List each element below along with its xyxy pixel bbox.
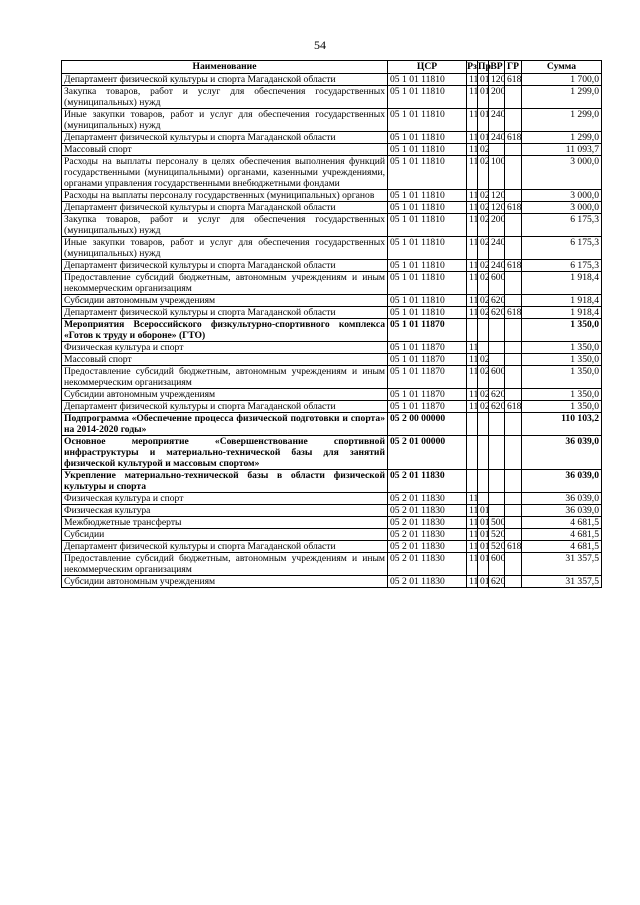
table-row [62,132,602,144]
row-gr [505,144,522,156]
row-sum: 1 918,4 [522,272,602,295]
header-name: Наименование [62,61,388,74]
row-gr: 618 [505,541,522,553]
table-row [62,541,602,553]
row-name: Департамент физической культуры и спорта Магаданской области [62,260,388,272]
row-gr [505,156,522,190]
row-csr: 05 2 00 00000 [388,413,467,436]
row-sum: 6 175,3 [522,214,602,237]
row-name: Иные закупки товаров, работ и услуг для обеспечения государственных (муниципальных) нужд [62,109,388,132]
row-rz: 11 [467,517,478,529]
row-gr [505,517,522,529]
row-gr: 618 [505,74,522,86]
row-csr: 05 1 01 11870 [388,354,467,366]
row-gr [505,319,522,342]
table-row [62,493,602,505]
row-pr: 01 [478,541,489,553]
row-pr: 01 [478,109,489,132]
row-pr: 02 [478,307,489,319]
row-rz: 11 [467,541,478,553]
row-vr [489,144,505,156]
header-sum: Сумма [522,61,602,74]
row-vr: 600 [489,272,505,295]
table-header-row [62,61,602,74]
row-pr: 02 [478,156,489,190]
row-rz: 11 [467,389,478,401]
row-name: Департамент физической культуры и спорта Магаданской области [62,541,388,553]
row-csr: 05 1 01 11810 [388,190,467,202]
row-sum: 1 350,0 [522,342,602,354]
header-gr: ГР [505,61,522,74]
row-gr [505,237,522,260]
row-gr: 618 [505,307,522,319]
table-row [62,86,602,109]
row-rz: 11 [467,109,478,132]
row-sum: 1 350,0 [522,401,602,413]
row-rz [467,413,478,436]
table-row [62,319,602,342]
row-pr: 02 [478,366,489,389]
table-row [62,517,602,529]
row-gr [505,529,522,541]
page-number: 54 [314,38,326,52]
row-name: Департамент физической культуры и спорта Магаданской области [62,132,388,144]
row-pr [478,493,489,505]
row-rz: 11 [467,354,478,366]
row-vr: 200 [489,86,505,109]
row-csr: 05 2 01 11830 [388,505,467,517]
row-rz [467,436,478,470]
row-pr: 01 [478,74,489,86]
row-pr: 01 [478,553,489,576]
row-csr: 05 1 01 11810 [388,272,467,295]
row-pr: 02 [478,214,489,237]
row-pr [478,342,489,354]
row-sum: 31 357,5 [522,576,602,588]
row-vr: 240 [489,237,505,260]
row-vr [489,354,505,366]
row-name: Расходы на выплаты персоналу государственных (муниципальных) органов [62,190,388,202]
row-vr: 200 [489,214,505,237]
table-row [62,156,602,190]
table-row [62,109,602,132]
row-pr [478,470,489,493]
row-name: Предоставление субсидий бюджетным, автономным учреждениям и иным некоммерческим организациям [62,366,388,389]
row-pr [478,319,489,342]
row-csr: 05 1 01 11810 [388,237,467,260]
row-pr: 01 [478,132,489,144]
row-sum: 1 918,4 [522,307,602,319]
row-gr [505,354,522,366]
row-name: Департамент физической культуры и спорта Магаданской области [62,401,388,413]
table-row [62,144,602,156]
row-sum: 3 000,0 [522,202,602,214]
row-vr: 620 [489,295,505,307]
table-row [62,214,602,237]
table-row [62,401,602,413]
row-pr: 02 [478,144,489,156]
row-rz: 11 [467,260,478,272]
row-name: Субсидии автономным учреждениям [62,576,388,588]
row-gr [505,436,522,470]
row-vr: 120 [489,74,505,86]
row-csr: 05 1 01 11870 [388,319,467,342]
table-row [62,295,602,307]
row-gr [505,576,522,588]
row-sum: 36 039,0 [522,436,602,470]
row-name: Субсидии автономным учреждениям [62,295,388,307]
row-pr [478,436,489,470]
row-name: Межбюджетные трансферты [62,517,388,529]
row-sum: 36 039,0 [522,470,602,493]
row-gr: 618 [505,401,522,413]
row-sum: 6 175,3 [522,260,602,272]
row-gr [505,190,522,202]
row-name: Департамент физической культуры и спорта Магаданской области [62,307,388,319]
row-name: Субсидии [62,529,388,541]
row-gr [505,505,522,517]
row-gr [505,553,522,576]
row-csr: 05 1 01 11810 [388,86,467,109]
table-row [62,190,602,202]
row-vr: 240 [489,132,505,144]
row-sum: 1 700,0 [522,74,602,86]
row-csr: 05 1 01 11810 [388,74,467,86]
table-row [62,202,602,214]
row-sum: 36 039,0 [522,493,602,505]
row-name: Закупка товаров, работ и услуг для обеспечения государственных (муниципальных) нужд [62,214,388,237]
row-csr: 05 1 01 11810 [388,156,467,190]
row-csr: 05 1 01 11810 [388,260,467,272]
row-rz: 11 [467,401,478,413]
row-name: Департамент физической культуры и спорта Магаданской области [62,74,388,86]
row-name: Иные закупки товаров, работ и услуг для обеспечения государственных (муниципальных) нужд [62,237,388,260]
row-gr: 618 [505,260,522,272]
table-body [62,74,602,588]
row-pr: 01 [478,529,489,541]
row-sum: 1 350,0 [522,366,602,389]
table-row [62,354,602,366]
row-vr [489,436,505,470]
row-rz: 11 [467,576,478,588]
row-name: Предоставление субсидий бюджетным, автономным учреждениям и иным некоммерческим организациям [62,553,388,576]
row-csr: 05 1 01 11810 [388,295,467,307]
row-sum: 4 681,5 [522,529,602,541]
row-vr: 240 [489,109,505,132]
row-name: Физическая культура и спорт [62,493,388,505]
row-pr: 01 [478,517,489,529]
row-name: Департамент физической культуры и спорта Магаданской области [62,202,388,214]
row-rz: 11 [467,553,478,576]
header-pr: Пр [478,61,491,72]
row-rz: 11 [467,307,478,319]
row-gr [505,272,522,295]
row-name: Расходы на выплаты персоналу в целях обеспечения выполнения функций государственными (муниципальными) органами, казенными учреждениями, органами управления государственными внебюджетными фондами [62,156,388,190]
table-row [62,366,602,389]
row-name: Массовый спорт [62,354,388,366]
row-name: Мероприятия Всероссийского физкультурно-спортивного комплекса «Готов к труду и обороне» (ГТО) [62,319,388,342]
row-vr [489,505,505,517]
row-rz: 11 [467,190,478,202]
budget-table [61,60,602,588]
row-sum: 1 918,4 [522,295,602,307]
row-vr: 620 [489,307,505,319]
table-row [62,529,602,541]
row-vr [489,413,505,436]
row-gr [505,470,522,493]
row-rz: 11 [467,493,478,505]
table-row [62,307,602,319]
row-rz: 11 [467,342,478,354]
row-csr: 05 1 01 11870 [388,389,467,401]
row-sum: 6 175,3 [522,237,602,260]
row-pr: 02 [478,190,489,202]
table-row [62,470,602,493]
row-rz: 11 [467,505,478,517]
row-name: Физическая культура и спорт [62,342,388,354]
row-csr: 05 2 01 11830 [388,493,467,505]
table-row [62,237,602,260]
row-gr [505,366,522,389]
row-csr: 05 1 01 11870 [388,401,467,413]
row-vr: 600 [489,366,505,389]
row-vr [489,470,505,493]
row-gr [505,413,522,436]
row-rz: 11 [467,202,478,214]
row-vr: 120 [489,202,505,214]
row-sum: 11 093,7 [522,144,602,156]
row-csr: 05 2 01 11830 [388,529,467,541]
row-rz: 11 [467,156,478,190]
row-vr: 600 [489,553,505,576]
row-rz: 11 [467,272,478,295]
table-row [62,413,602,436]
row-sum: 110 103,2 [522,413,602,436]
row-pr: 02 [478,389,489,401]
row-rz: 11 [467,214,478,237]
row-gr: 618 [505,132,522,144]
row-csr: 05 1 01 11870 [388,366,467,389]
row-vr [489,342,505,354]
row-sum: 4 681,5 [522,541,602,553]
row-vr [489,493,505,505]
table-row [62,272,602,295]
row-sum: 4 681,5 [522,517,602,529]
row-pr: 01 [478,86,489,109]
row-name: Основное мероприятие «Совершенствование спортивной инфраструктуры и материально-технической базы для занятий физической культурой и массовым спортом» [62,436,388,470]
table-row [62,260,602,272]
row-vr: 120 [489,190,505,202]
row-gr [505,295,522,307]
row-rz [467,470,478,493]
row-gr [505,493,522,505]
table-row [62,342,602,354]
row-csr: 05 2 01 11830 [388,541,467,553]
row-csr: 05 1 01 11870 [388,342,467,354]
row-gr [505,342,522,354]
row-csr: 05 1 01 11810 [388,202,467,214]
row-gr: 618 [505,202,522,214]
table-row [62,389,602,401]
row-vr: 620 [489,389,505,401]
row-vr: 520 [489,541,505,553]
row-vr: 620 [489,401,505,413]
row-sum: 1 299,0 [522,86,602,109]
table-row [62,74,602,86]
row-sum: 1 299,0 [522,109,602,132]
row-name: Массовый спорт [62,144,388,156]
table-row [62,576,602,588]
row-rz: 11 [467,529,478,541]
table-row [62,505,602,517]
header-vr: ВР [490,61,503,72]
row-pr [478,413,489,436]
row-name: Предоставление субсидий бюджетным, автономным учреждениям и иным некоммерческим организациям [62,272,388,295]
row-csr: 05 2 01 11830 [388,470,467,493]
row-sum: 3 000,0 [522,156,602,190]
row-rz: 11 [467,295,478,307]
row-csr: 05 1 01 11810 [388,307,467,319]
row-csr: 05 2 01 11830 [388,553,467,576]
row-csr: 05 2 01 11830 [388,576,467,588]
row-rz: 11 [467,132,478,144]
row-pr: 02 [478,354,489,366]
table-row [62,436,602,470]
table-row [62,553,602,576]
row-pr: 01 [478,505,489,517]
row-vr: 100 [489,156,505,190]
row-pr: 02 [478,295,489,307]
row-sum: 1 350,0 [522,389,602,401]
row-csr: 05 2 01 11830 [388,517,467,529]
row-vr: 520 [489,529,505,541]
row-rz [467,319,478,342]
row-pr: 02 [478,202,489,214]
row-csr: 05 1 01 11810 [388,132,467,144]
row-vr: 240 [489,260,505,272]
row-pr: 01 [478,576,489,588]
row-gr [505,214,522,237]
row-rz: 11 [467,86,478,109]
row-name: Закупка товаров, работ и услуг для обеспечения государственных (муниципальных) нужд [62,86,388,109]
row-name: Физическая культура [62,505,388,517]
row-vr: 500 [489,517,505,529]
row-name: Подпрограмма «Обеспечение процесса физической подготовки и спорта» на 2014-2020 годы» [62,413,388,436]
header-rz: Рз [467,61,477,72]
row-sum: 1 350,0 [522,354,602,366]
row-csr: 05 1 01 11810 [388,144,467,156]
row-pr: 02 [478,272,489,295]
row-csr: 05 1 01 11810 [388,214,467,237]
row-rz: 11 [467,74,478,86]
row-vr: 620 [489,576,505,588]
row-gr [505,109,522,132]
row-sum: 3 000,0 [522,190,602,202]
row-pr: 02 [478,237,489,260]
row-pr: 02 [478,401,489,413]
row-name: Укрепление материально-технической базы в области физической культуры и спорта [62,470,388,493]
row-sum: 1 299,0 [522,132,602,144]
row-sum: 31 357,5 [522,553,602,576]
row-rz: 11 [467,366,478,389]
row-gr [505,86,522,109]
header-csr: ЦСР [388,61,467,74]
row-sum: 1 350,0 [522,319,602,342]
row-csr: 05 2 01 00000 [388,436,467,470]
row-pr: 02 [478,260,489,272]
row-rz: 11 [467,237,478,260]
row-gr [505,389,522,401]
row-sum: 36 039,0 [522,505,602,517]
row-vr [489,319,505,342]
row-rz: 11 [467,144,478,156]
row-csr: 05 1 01 11810 [388,109,467,132]
row-name: Субсидии автономным учреждениям [62,389,388,401]
